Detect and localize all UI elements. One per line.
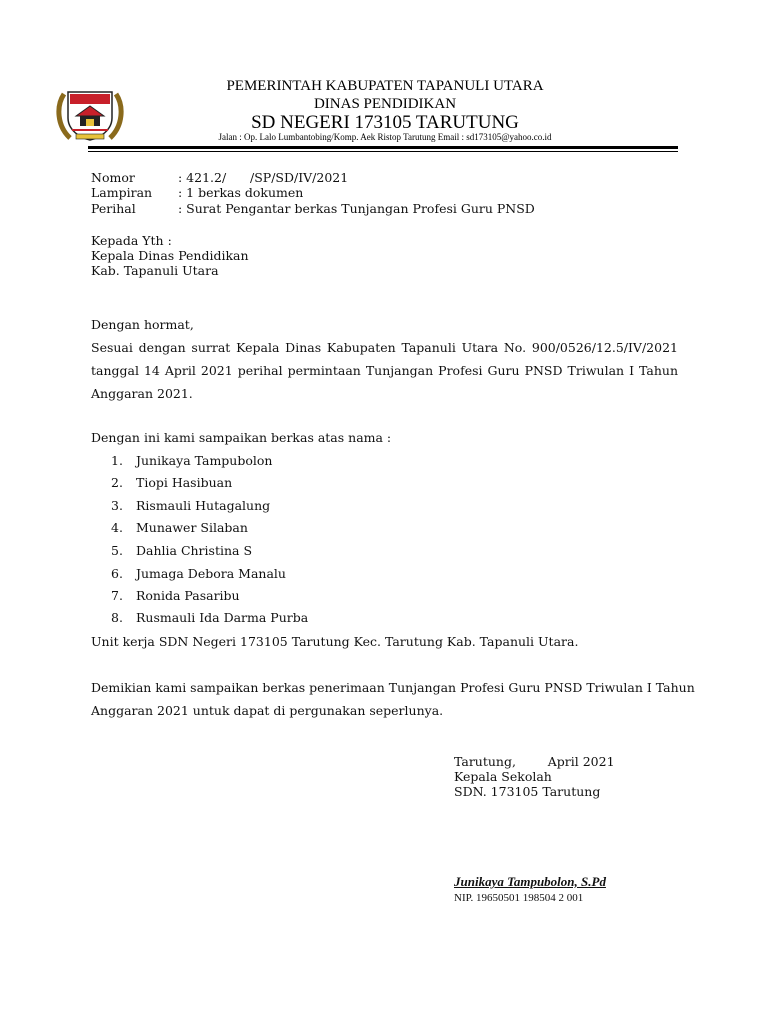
meta-value: : 1 berkas dokumen	[178, 185, 304, 200]
list-item	[111, 498, 270, 513]
recipient-office: Kepala Dinas Pendidikan	[91, 248, 249, 263]
letterhead-department: DINAS PENDIDIKAN	[313, 96, 457, 112]
list-name: Munawer Silaban	[136, 520, 248, 535]
signature-place-date: Tarutung, April 2021	[454, 754, 615, 769]
list-name: Tiopi Hasibuan	[136, 475, 233, 490]
list-number: 5.	[111, 543, 123, 558]
signature-nip: NIP. 19650501 198504 2 001	[454, 892, 584, 904]
recipient-greeting: Kepada Yth :	[91, 233, 172, 248]
signature-name: Junikaya Tampubolon, S.Pd	[454, 874, 606, 889]
paragraph-1-line-2: tanggal 14 April 2021 perihal permintaan Tunjangan Profesi Guru PNSD Triwulan I Tahun	[91, 363, 678, 378]
list-item	[111, 475, 232, 490]
list-number: 1.	[111, 453, 123, 468]
list-name: Rismauli Hutagalung	[136, 498, 271, 513]
list-number: 2.	[111, 475, 123, 490]
list-item	[111, 453, 272, 468]
letterhead-government: PEMERINTAH KABUPATEN TAPANULI UTARA	[226, 78, 544, 94]
meta-value: : 421.2/ /SP/SD/IV/2021	[178, 170, 349, 185]
list-name: Junikaya Tampubolon	[136, 453, 273, 468]
regency-emblem-icon	[54, 82, 126, 144]
meta-value: : Surat Pengantar berkas Tunjangan Profesi Guru PNSD	[178, 201, 535, 216]
paragraph-1-line-1: Sesuai dengan surrat Kepala Dinas Kabupaten Tapanuli Utara No. 900/0526/12.5/IV/2021	[91, 340, 678, 355]
paragraph-1-line-3: Anggaran 2021.	[91, 386, 193, 401]
list-number: 6.	[111, 566, 123, 581]
signature-position: Kepala Sekolah	[454, 769, 552, 784]
list-number: 7.	[111, 588, 123, 603]
list-item	[111, 566, 286, 581]
list-name: Dahlia Christina S	[136, 543, 253, 558]
letterhead-divider-thick	[88, 146, 678, 149]
list-number: 4.	[111, 520, 123, 535]
recipient-region: Kab. Tapanuli Utara	[91, 263, 219, 278]
list-name: Jumaga Debora Manalu	[136, 566, 286, 581]
closing-line-1: Demikian kami sampaikan berkas penerimaan Tunjangan Profesi Guru PNSD Triwulan I Tahun	[91, 680, 695, 695]
letterhead-school: SD NEGERI 173105 TARUTUNG	[251, 112, 519, 133]
list-item	[111, 610, 308, 625]
list-number: 8.	[111, 610, 123, 625]
list-name: Rusmauli Ida Darma Purba	[136, 610, 309, 625]
meta-key: Lampiran	[91, 185, 153, 200]
work-unit: Unit kerja SDN Negeri 173105 Tarutung Kec. Tarutung Kab. Tapanuli Utara.	[91, 634, 579, 649]
list-number: 3.	[111, 498, 123, 513]
list-intro: Dengan ini kami sampaikan berkas atas nama :	[91, 430, 392, 445]
meta-key: Perihal	[91, 201, 136, 216]
letterhead-divider-thin	[88, 151, 678, 152]
closing-line-2: Anggaran 2021 untuk dapat di pergunakan seperlunya.	[91, 703, 444, 718]
list-item	[111, 543, 252, 558]
meta-key: Nomor	[91, 170, 135, 185]
letterhead-address: Jalan : Op. Lalo Lumbantobing/Komp. Aek Ristop Tarutung Email : sd173105@yahoo.co.id	[218, 132, 552, 142]
salutation: Dengan hormat,	[91, 317, 194, 332]
list-name: Ronida Pasaribu	[136, 588, 240, 603]
signature-school: SDN. 173105 Tarutung	[454, 784, 601, 799]
list-item	[111, 588, 240, 603]
list-item	[111, 520, 248, 535]
